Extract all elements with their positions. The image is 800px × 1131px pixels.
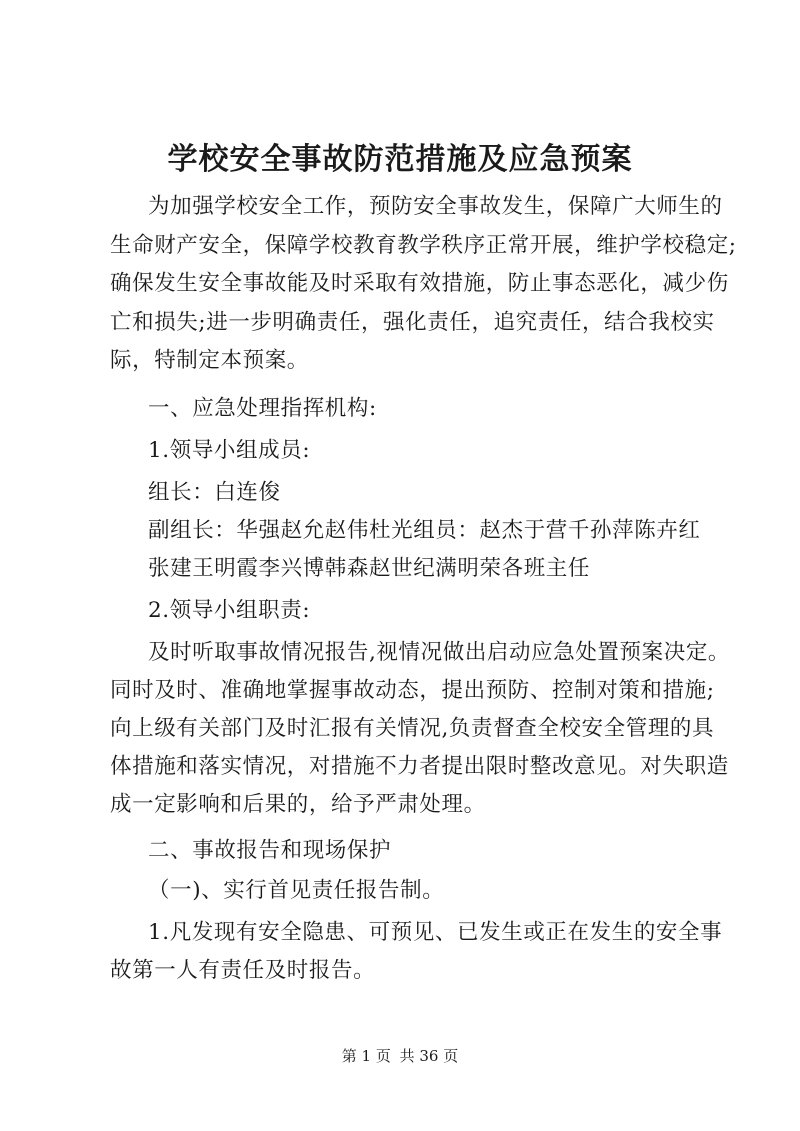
body-line: 为加强学校安全工作，预防安全事故发生，保障广大师生的 (148, 194, 723, 219)
body-line: 张建王明霞李兴博韩森赵世纪满明荣各班主任 (148, 556, 591, 581)
body-line: 组长：白连俊 (148, 480, 281, 505)
body-line: 确保发生安全事故能及时采取有效措施，防止事态恶化，减少伤 (110, 271, 729, 296)
subsection-heading: 2.领导小组职责: (148, 598, 311, 623)
document-title: 学校安全事故防范措施及应急预案 (167, 142, 633, 177)
body-line: 故第一人有责任及时报告。 (110, 958, 376, 983)
body-line: 1.凡发现有安全隐患、可预见、已发生或正在发生的安全事 (148, 920, 723, 945)
body-line: 副组长：华强赵允赵伟杜光组员：赵杰于营千孙萍陈卉红 (148, 518, 701, 543)
page-footer (0, 1045, 800, 1067)
page-total: 共 36 页 (399, 1047, 459, 1065)
body-line: 体措施和落实情况，对措施不力者提出限时整改意见。对失职造 (110, 754, 729, 779)
section-heading: 二、事故报告和现场保护 (148, 838, 392, 863)
subsection-heading: （一)、实行首见责任报告制。 (148, 878, 445, 903)
body-line: 际，特制定本预案。 (110, 348, 309, 373)
body-line: 生命财产安全，保障学校教育教学秩序正常开展，维护学校稳定; (110, 233, 737, 258)
subsection-heading: 1.领导小组成员: (148, 438, 311, 463)
body-line: 亡和损失;进一步明确责任，强化责任，追究责任，结合我校实 (110, 310, 715, 335)
body-line: 及时听取事故情况报告,视情况做出启动应急处置预案决定。 (148, 640, 731, 665)
page-number: 第 1 页 (341, 1047, 391, 1065)
section-heading: 一、应急处理指挥机构: (148, 396, 377, 421)
body-line: 成一定影响和后果的，给予严肃处理。 (110, 792, 486, 817)
body-line: 向上级有关部门及时汇报有关情况,负责督查全校安全管理的具 (110, 716, 715, 741)
body-line: 同时及时、准确地掌握事故动态，提出预防、控制对策和措施; (110, 678, 715, 703)
